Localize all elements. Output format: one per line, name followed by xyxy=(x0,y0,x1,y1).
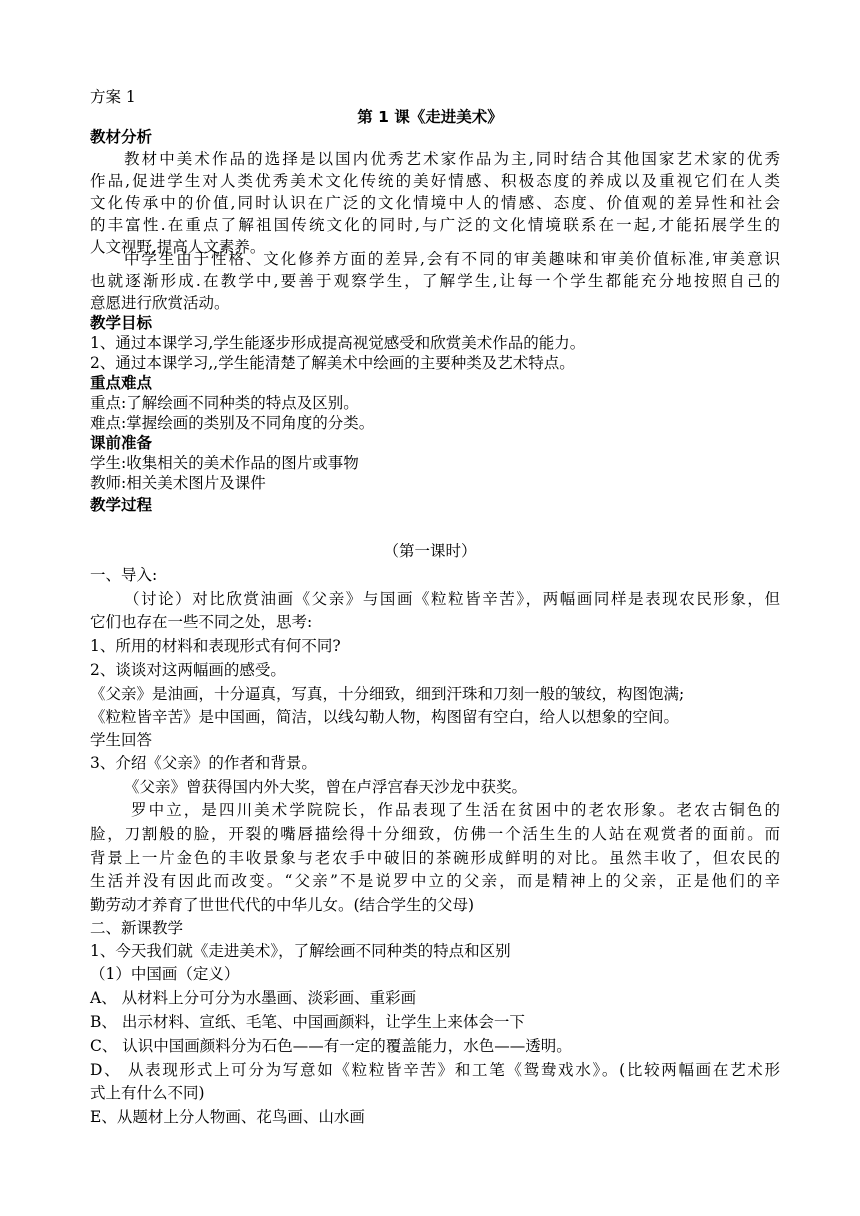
new-lesson-line: 1、今天我们就《走进美术》，了解绘画不同种类的特点和区别 xyxy=(90,942,511,960)
plan-label: 方案 1 xyxy=(90,88,136,106)
analysis-p1-line: 教材中美术作品的选择是以国内优秀艺术家作品为主,同时结合其他国家艺术家的优秀 xyxy=(124,150,780,168)
father-paragraph-line: 脸，刀割般的脸，开裂的嘴唇描绘得十分细致，仿佛一个活生生的人站在观赏者的面前。而 xyxy=(90,825,780,843)
intro-heading: 一、导入: xyxy=(90,566,158,584)
father-paragraph-line: 罗中立，是四川美术学院院长，作品表现了生活在贫困中的老农形象。老农古铜色的 xyxy=(131,801,780,819)
section-heading-goals: 教学目标 xyxy=(90,314,153,332)
intro-question: 2、谈谈对这两幅画的感受。 xyxy=(90,661,286,679)
intro-student-answer: 学生回答 xyxy=(90,731,153,749)
analysis-p2-line: 意愿进行欣赏活动。 xyxy=(90,294,230,312)
intro-question: 3、介绍《父亲》的作者和背景。 xyxy=(90,754,317,772)
prep-item: 学生:收集相关的美术作品的图片或事物 xyxy=(90,454,359,472)
new-lesson-line: E、从题材上分人物画、花鸟画、山水画 xyxy=(90,1108,365,1126)
father-paragraph-line: 生活并没有因此而改变。“父亲”不是说罗中立的父亲，而是精神上的父亲，正是他们的辛 xyxy=(90,872,780,890)
new-lesson-line: 式上有什么不同) xyxy=(90,1084,205,1102)
analysis-p2-line: 中学生由于性格、文化修养方面的差异,会有不同的审美趣味和审美价值标准,审美意识 xyxy=(124,250,780,268)
lesson-title: 第 1 课《走进美术》 xyxy=(357,108,503,126)
intro-answer-line: 《父亲》是油画，十分逼真，写真，十分细致，细到汗珠和刀刻一般的皱纹，构图饱满; xyxy=(90,685,685,703)
intro-paragraph-line: 它们也存在一些不同之处，思考: xyxy=(90,613,313,631)
prep-item: 教师:相关美术图片及课件 xyxy=(90,474,266,492)
lesson-period-label: （第一课时） xyxy=(383,542,477,560)
analysis-p1-line: 的丰富性.在重点了解祖国传统文化的同时,与广泛的文化情境联系在一起,才能拓展学生的 xyxy=(90,216,780,234)
key-point-item: 重点:了解绘画不同种类的特点及区别。 xyxy=(90,394,359,412)
new-lesson-heading: 二、新课教学 xyxy=(90,919,184,937)
section-heading-prep: 课前准备 xyxy=(90,434,153,452)
intro-question: 1、所用的材料和表现形式有何不同? xyxy=(90,637,341,655)
goal-item: 2、通过本课学习,,学生能清楚了解美术中绘画的主要种类及艺术特点。 xyxy=(90,354,575,372)
new-lesson-line: C、 认识中国画颜料分为石色——有一定的覆盖能力，水色——透明。 xyxy=(90,1037,572,1055)
new-lesson-line: D、 从表现形式上可分为写意如《粒粒皆辛苦》和工笔《鸳鸯戏水》。(比较两幅画在艺术形 xyxy=(90,1061,780,1079)
analysis-p1-line: 人文视野,提高人文素养。 xyxy=(90,238,266,256)
intro-paragraph-line: （讨论）对比欣赏油画《父亲》与国画《粒粒皆辛苦》，两幅画同样是表现农民形象，但 xyxy=(124,590,780,608)
father-award-line: 《父亲》曾获得国内外大奖，曾在卢浮宫春天沙龙中获奖。 xyxy=(124,778,528,796)
father-paragraph-line: 勤劳动才养育了世世代代的中华儿女。(结合学生的父母) xyxy=(90,896,475,914)
father-paragraph-line: 背景上一片金色的丰收景象与老农手中破旧的茶碗形成鲜明的对比。虽然丰收了，但农民的 xyxy=(90,849,780,867)
section-heading-key-points: 重点难点 xyxy=(90,374,153,392)
key-point-item: 难点:掌握绘画的类别及不同角度的分类。 xyxy=(90,414,375,432)
section-heading-process: 教学过程 xyxy=(90,496,153,514)
section-heading-analysis: 教材分析 xyxy=(90,128,153,146)
goal-item: 1、通过本课学习,学生能逐步形成提高视觉感受和欣赏美术作品的能力。 xyxy=(90,334,586,352)
analysis-p1-line: 作品,促进学生对人类优秀美术文化传统的美好情感、积极态度的养成以及重视它们在人类 xyxy=(90,172,780,190)
analysis-p2-line: 也就逐渐形成.在教学中,要善于观察学生，了解学生,让每一个学生都能充分地按照自己的 xyxy=(90,272,780,290)
intro-answer-line: 《粒粒皆辛苦》是中国画，简洁，以线勾勒人物，构图留有空白，给人以想象的空间。 xyxy=(90,708,680,726)
new-lesson-line: A、 从材料上分可分为水墨画、淡彩画、重彩画 xyxy=(90,989,417,1007)
analysis-p1-line: 文化传承中的价值,同时认识在广泛的文化情境中人的情感、态度、价值观的差异性和社会 xyxy=(90,194,780,212)
new-lesson-line: （1）中国画（定义） xyxy=(90,965,240,983)
new-lesson-line: B、 出示材料、宣纸、毛笔、中国画颜料，让学生上来体会一下 xyxy=(90,1013,525,1031)
